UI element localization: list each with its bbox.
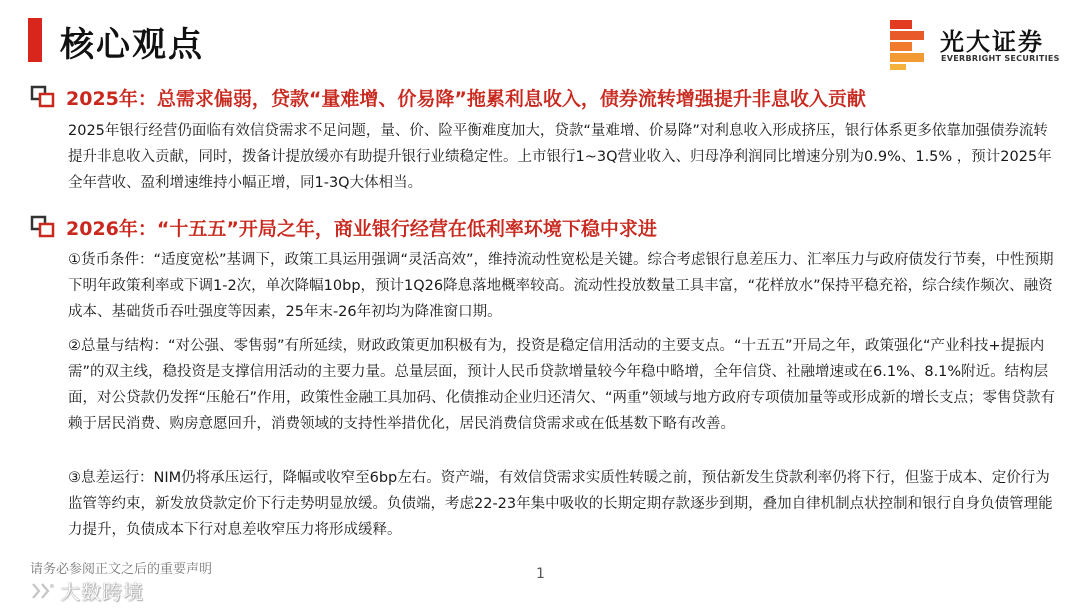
section-heading-2026	[30, 214, 657, 240]
disclaimer-note: 请务必参阅正文之后的重要声明	[30, 562, 213, 577]
double-square-icon	[30, 85, 56, 109]
double-square-icon	[30, 215, 56, 239]
paragraph-monetary-conditions: ①货币条件：“适度宽松”基调下，政策工具运用强调“灵活高效”，维持流动性宽松是关键。综合考虑银行息差压力、汇率压力与政府债发行节奏，中性预期下明年政策利率或下调1-2次，单次降幅10bp，预计1Q26降息落地概率较高。流动性投放数量工具丰富，“花样放水”保持平稳充裕，综合续作频次、融资成本、基础货币吞吐强度等因素，25年末-26年初均为降准窗口期。	[68, 252, 1054, 320]
paragraph-volume-structure: ②总量与结构：“对公强、零售弱”有所延续，财政政策更加积极有为，投资是稳定信用活动的主要支点。“十五五”开局之年，政策强化“产业科技+提振内需”的双主线，稳投资是支撑信用活动的主要力量。总量层面，预计人民币贷款增量较今年稳中略增，全年信贷、社融增速或在6.1%、8.1%附近。结构层面，对公贷款仍发挥“压舱石”作用，政策性金融工具加码、化债推动企业归还清欠、“两重”领域与地方政府专项债加量等或形成新的增长支点；零售贷款有赖于居民消费、购房意愿回升，消费领域的支持性举措优化，居民消费信贷需求或在低基数下略有改善。	[68, 338, 1056, 432]
watermark	[30, 576, 144, 605]
title-accent-bar	[28, 18, 42, 62]
section-heading-2025	[30, 84, 866, 110]
watermark-text: 大数跨境	[60, 580, 144, 604]
everbright-logo-icon	[888, 16, 932, 72]
page-number: 1	[536, 566, 545, 582]
logo-text-en: EVERBRIGHT SECURITIES	[941, 54, 1060, 63]
watermark-icon	[30, 580, 56, 602]
paragraph-nim-outlook: ③息差运行：NIM仍将承压运行，降幅或收窄至6bp左右。资产端，有效信贷需求实质性转暖之前，预估新发生贷款利率仍将下行，但鉴于成本、定价行为监管等约束，新发放贷款定价下行走势明显放缓。负债端，考虑22-23年集中吸收的长期定期存款逐步到期，叠加自律机制点状控制和银行自身负债管理能力提升，负债成本下行对息差收窄压力将形成缓释。	[68, 470, 1053, 538]
section-title: 2026年：“十五五”开局之年，商业银行经营在低利率环境下稳中求进	[66, 217, 657, 240]
section-title: 2025年：总需求偏弱，贷款“量难增、价易降”拖累利息收入，债券流转增强提升非息收入贡献	[66, 87, 866, 110]
logo-text-cn: 光大证券	[940, 28, 1044, 56]
paragraph-2025-summary: 2025年银行经营仍面临有效信贷需求不足问题，量、价、险平衡难度加大，贷款“量难增、价易降”对利息收入形成挤压，银行体系更多依靠加强债券流转提升非息收入贡献，同时，拨备计提放缓亦有助提升银行业绩稳定性。上市银行1~3Q营业收入、归母净利润同比增速分别为0.9%、1.5% ，预计2025年全年营收、盈利增速维持小幅正增，同1-3Q大体相当。	[68, 123, 1052, 191]
page-title: 核心观点	[60, 25, 204, 65]
everbright-logo	[888, 16, 1058, 72]
